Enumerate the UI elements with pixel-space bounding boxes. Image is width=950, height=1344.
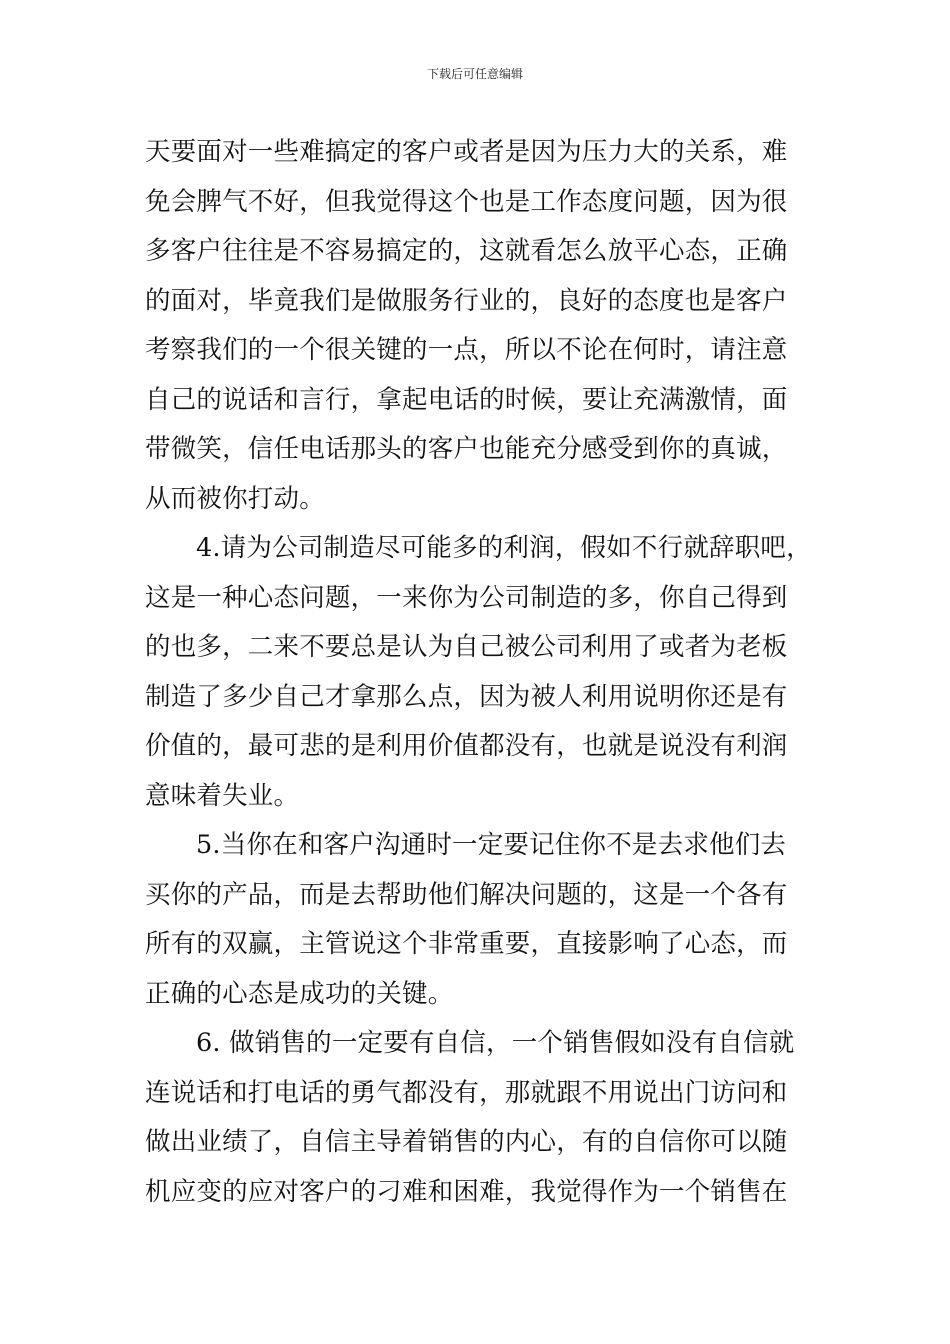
- text-line: 这是一种心态问题，一来你为公司制造的多，你自己得到: [145, 582, 788, 613]
- text-line: 考察我们的一个很关键的一点，所以不论在何时，请注意: [145, 335, 788, 365]
- page-header: 下载后可任意编辑: [426, 67, 523, 81]
- text-line: 多客户往往是不容易搞定的，这就看怎么放平心态，正确: [145, 236, 788, 266]
- text-line: 制造了多少自己才拿那么点，因为被人利用说明你还是有: [145, 681, 788, 712]
- text-line: 带微笑，信任电话那头的客户也能充分感受到你的真诚，: [145, 434, 788, 464]
- text-line: 正确的心态是成功的关键。: [145, 978, 454, 1009]
- paragraph-4-start: 4.请为公司制造尽可能多的利润，假如不行就辞职吧，: [196, 533, 812, 563]
- text-line: 连说话和打电话的勇气都没有，那就跟不用说出门访问和: [145, 1077, 788, 1108]
- text-line: 自己的说话和言行，拿起电话的时候，要让充满激情，面: [145, 384, 788, 415]
- text-line: 的也多，二来不要总是认为自己被公司利用了或者为老板: [145, 632, 788, 662]
- text-line: 天要面对一些难搞定的客户或者是因为压力大的关系，难: [145, 137, 788, 167]
- text-line: 的面对，毕竟我们是做服务行业的，良好的态度也是客户: [145, 285, 788, 316]
- paragraph-5-start: 5.当你在和客户沟通时一定要记住你不是去求他们去: [196, 830, 787, 860]
- text-line: 机应变的应对客户的刁难和困难，我觉得作为一个销售在: [145, 1176, 788, 1207]
- text-line: 价值的，最可悲的是利用价值都没有，也就是说没有利润: [145, 731, 788, 761]
- text-line: 做出业绩了，自信主导着销售的内心，有的自信你可以随: [145, 1127, 788, 1157]
- text-line: 免会脾气不好，但我觉得这个也是工作态度问题，因为很: [145, 186, 788, 217]
- document-body: [145, 128, 810, 1217]
- text-line: 所有的双赢，主管说这个非常重要，直接影响了心态，而: [145, 929, 788, 959]
- text-line: 意味着失业。: [145, 780, 300, 811]
- paragraph-6-start: 6. 做销售的一定要有自信，一个销售假如没有自信就: [196, 1028, 795, 1058]
- text-line: 从而被你打动。: [145, 483, 325, 514]
- text-line: 买你的产品，而是去帮助他们解决问题的，这是一个各有: [145, 879, 788, 910]
